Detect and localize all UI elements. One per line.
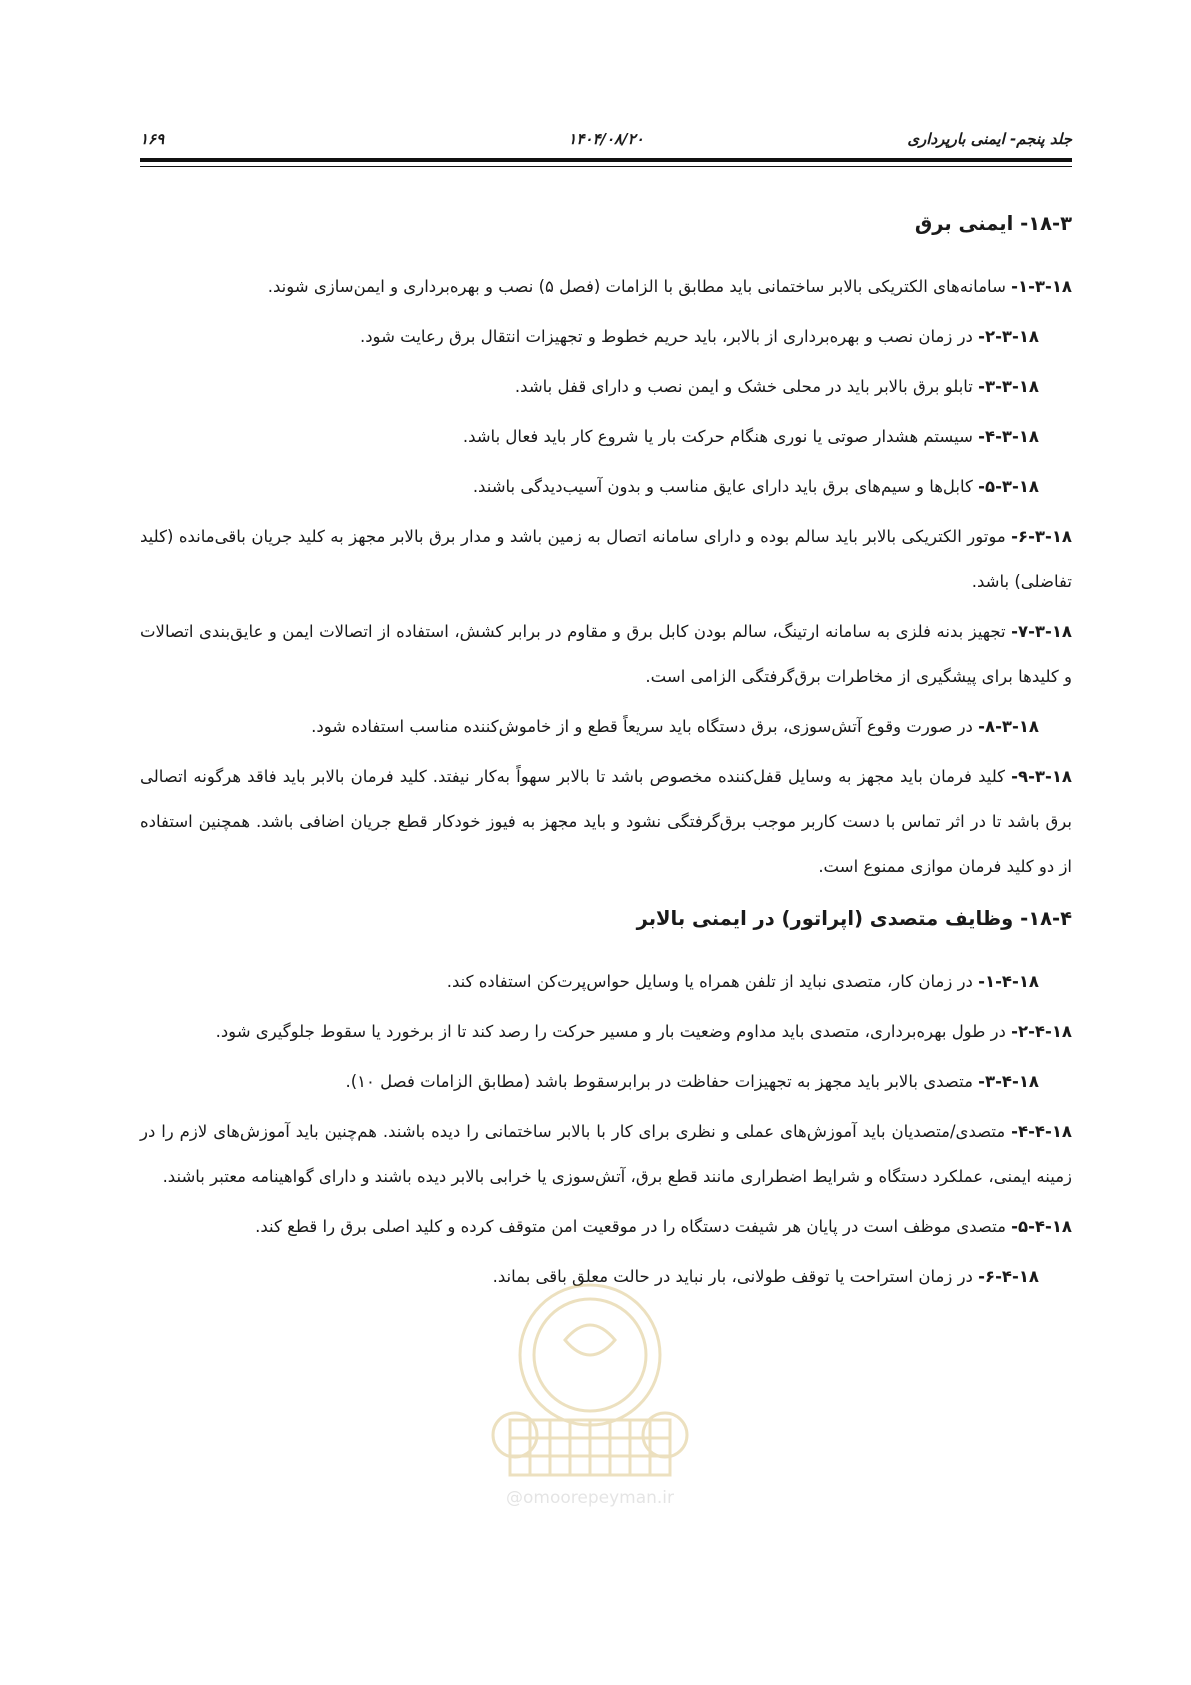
page-header <box>140 130 1072 154</box>
clause-number: ۱-۴-۱۸- <box>978 972 1039 991</box>
clause-number: ۸-۳-۱۸- <box>978 717 1039 736</box>
clause-18-3-7 <box>140 609 1072 699</box>
clause-text: کلید فرمان باید مجهز به وسایل قفل‌کننده مخصوص باشد تا بالابر سهواً به‌کار نیفتد. کلید فرمان بالابر باید فاقد هرگونه اتصالی برق باشد تا در اثر تماس با دست کاربر موجب برق‌گرفتگی نشود و باید مجهز به فیوز خودکار قطع جریان اضافی باشد. همچنین استفاده از دو کلید فرمان موازی ممنوع است. <box>140 767 1072 876</box>
clause-number: ۶-۳-۱۸- <box>1011 527 1072 546</box>
clause-number: ۳-۴-۱۸- <box>978 1072 1039 1091</box>
clause-18-4-5 <box>140 1204 1072 1249</box>
clause-18-3-5 <box>140 464 1072 509</box>
clause-18-3-4 <box>140 414 1072 459</box>
clause-text: موتور الکتریکی بالابر باید سالم بوده و دارای سامانه اتصال به زمین باشد و مدار برق بالابر مجهز به کلید جریان باقی‌مانده (کلید تفاضلی) باشد. <box>140 527 1072 591</box>
clause-number: ۵-۳-۱۸- <box>978 477 1039 496</box>
clause-18-3-6 <box>140 514 1072 604</box>
clause-text: متصدی موظف است در پایان هر شیفت دستگاه را در موقعیت امن متوقف کرده و کلید اصلی برق را قطع کند. <box>255 1217 1012 1236</box>
clause-text: در صورت وقوع آتش‌سوزی، برق دستگاه باید سریعاً قطع و از خاموش‌کننده مناسب استفاده شود. <box>311 717 979 736</box>
clause-number: ۲-۴-۱۸- <box>1011 1022 1072 1041</box>
clause-text: تجهیز بدنه فلزی به سامانه ارتینگ، سالم بودن کابل برق و مقاوم در برابر کشش، استفاده از اتصالات ایمن و عایق‌بندی اتصالات و کلیدها برای پیشگیری از مخاطرات برق‌گرفتگی الزامی است. <box>140 622 1072 686</box>
clause-number: ۱-۳-۱۸- <box>1011 277 1072 296</box>
clause-text: سامانه‌های الکتریکی بالابر ساختمانی باید مطابق با الزامات (فصل ۵) نصب و بهره‌برداری و ایمن‌سازی شوند. <box>267 277 1012 296</box>
clause-18-3-1 <box>140 264 1072 309</box>
clause-number: ۹-۳-۱۸- <box>1011 767 1072 786</box>
watermark <box>470 1270 710 1520</box>
clause-text: در زمان نصب و بهره‌برداری از بالابر، باید حریم خطوط و تجهیزات انتقال برق رعایت شود. <box>359 327 979 346</box>
header-title: جلد پنجم- ایمنی بارپرداری <box>907 130 1072 148</box>
clause-18-4-6 <box>140 1254 1072 1299</box>
clause-number: ۴-۳-۱۸- <box>978 427 1039 446</box>
clause-18-4-2 <box>140 1009 1072 1054</box>
clause-text: سیستم هشدار صوتی یا نوری هنگام حرکت بار یا شروع کار باید فعال باشد. <box>462 427 979 446</box>
page-number: ۱۶۹ <box>140 130 165 148</box>
watermark-text: @omoorepeyman.ir <box>505 1488 675 1508</box>
clause-text: در طول بهره‌برداری، متصدی باید مداوم وضعیت بار و مسیر حرکت را رصد کند تا از برخورد یا سقوط جلوگیری شود. <box>215 1022 1012 1041</box>
clause-18-4-1 <box>140 959 1072 1004</box>
clause-number: ۶-۴-۱۸- <box>978 1267 1039 1286</box>
clause-text: کابل‌ها و سیم‌های برق باید دارای عایق مناسب و بدون آسیب‌دیدگی باشند. <box>472 477 979 496</box>
header-rule-thick <box>140 158 1072 162</box>
clause-number: ۷-۳-۱۸- <box>1011 622 1072 641</box>
clause-text: در زمان استراحت یا توقف طولانی، بار نباید در حالت معلق باقی بماند. <box>492 1267 979 1286</box>
clause-text: در زمان کار، متصدی نباید از تلفن همراه یا وسایل حواس‌پرت‌کن استفاده کند. <box>446 972 979 991</box>
clause-18-3-9 <box>140 754 1072 889</box>
header-date: ۱۴۰۴/۰۸/۲۰ <box>568 130 644 148</box>
clause-number: ۴-۴-۱۸- <box>1011 1122 1072 1141</box>
clause-text: متصدی/متصدیان باید آموزش‌های عملی و نظری برای کار با بالابر ساختمانی را دیده باشند. هم‌چنین باید آموزش‌های لازم را در زمینه ایمنی، عملکرد دستگاه و شرایط اضطراری مانند قطع برق، آتش‌سوزی یا خرابی بالابر دیده باشند و دارای گواهینامه معتبر باشند. <box>140 1122 1072 1186</box>
header-rule-thin <box>140 166 1072 167</box>
clause-text: تابلو برق بالابر باید در محلی خشک و ایمن نصب و دارای قفل باشد. <box>514 377 979 396</box>
clause-18-3-3 <box>140 364 1072 409</box>
clause-18-4-4 <box>140 1109 1072 1199</box>
section-heading-electrical-safety: ۱۸-۳- ایمنی برق <box>914 212 1072 235</box>
clause-text: متصدی بالابر باید مجهز به تجهیزات حفاظت در برابرسقوط باشد (مطابق الزامات فصل ۱۰). <box>345 1072 979 1091</box>
clause-18-3-2 <box>140 314 1072 359</box>
clause-number: ۲-۳-۱۸- <box>978 327 1039 346</box>
clause-18-3-8 <box>140 704 1072 749</box>
clause-18-4-3 <box>140 1059 1072 1104</box>
clause-number: ۳-۳-۱۸- <box>978 377 1039 396</box>
section-heading-operator-duties: ۱۸-۴- وظایف متصدی (اپراتور) در ایمنی بالابر <box>636 907 1072 930</box>
clause-number: ۵-۴-۱۸- <box>1011 1217 1072 1236</box>
page-body <box>140 210 1072 1304</box>
